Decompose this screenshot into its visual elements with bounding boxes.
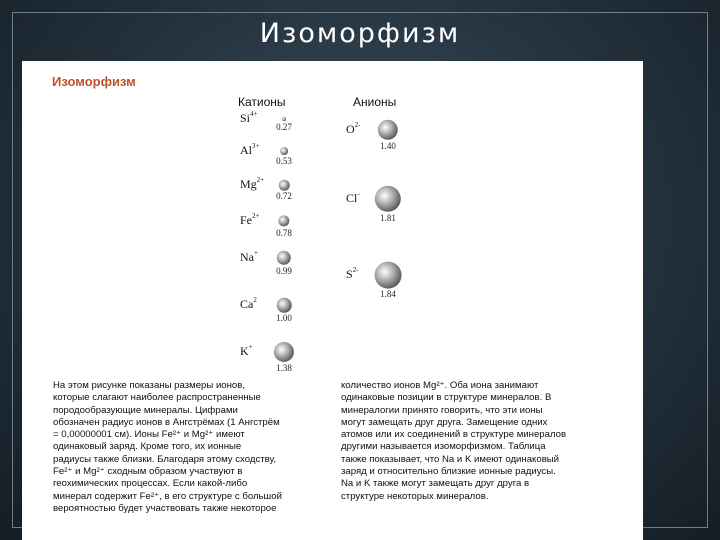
anion-ball — [375, 262, 402, 289]
anion-ball — [378, 120, 398, 140]
anion-radius-label: 1.84 — [380, 289, 396, 300]
cation-radius-label: 1.38 — [276, 363, 292, 374]
cation-ball — [278, 215, 289, 226]
cation-radius-label: 0.99 — [276, 266, 292, 277]
cation-symbol: $Al^{3+}$ — [240, 142, 260, 157]
body-text-left: На этом рисунке показаны размеры ионов, которые слагают наиболее распространенные породообразующие минералы. Цифрами обозначен радиус ионов в Ангстрёмах (1 Ангстрём = 0,00000001 см). Ионы Fe²⁺ и Mg²⁺ имеют одинаковый заряд. Кроме того, их ионные радиусы также близки. Благодаря этому сходству, Fe²⁺ и Mg²⁺ сходным образом участвуют в геохимических процессах. Если какой-либо минерал содержит Fe²⁺, в его структуре с большой вероятностью будет участвовать также некоторое — [53, 380, 282, 514]
cation-ball — [282, 117, 286, 121]
cation-ball — [277, 298, 292, 313]
cation-symbol: $Mg^{2+}$ — [240, 176, 265, 191]
cation-symbol: Ca$^2$ — [240, 296, 257, 311]
cation-ball — [280, 147, 288, 155]
cation-symbol: K+ — [240, 343, 253, 358]
body-text-right: количество ионов Mg²⁺. Оба иона занимают одинаковые позиции в структуре минералов. В минералогии принято говорить, что эти ионы могут замещать друг друга. Замещение одних атомов или их соединений в структуре минералов другими называется изоморфизмом. Таблица также показывает, что Na и K имеют одинаковый заряд и относительно близкие ионные радиусы. Na и K также могут замещать друг друга в структуре некоторых минералов. — [341, 380, 567, 502]
cation-radius-label: 1.00 — [276, 313, 292, 324]
cation-ball — [279, 180, 290, 191]
anion-radius-label: 1.40 — [380, 141, 396, 152]
cations-header: Катионы — [238, 95, 286, 109]
anion-symbol: $S^{2-}$ — [346, 266, 359, 281]
cation-radius-label: 0.27 — [276, 121, 292, 132]
cation-symbol: $Fe^{2+}$ — [240, 212, 260, 227]
figure-heading: Изоморфизм — [52, 74, 136, 89]
cation-symbol: $Si^{4+}$ — [240, 110, 258, 125]
anion-ball — [375, 186, 401, 212]
anion-symbol: Cl- — [346, 190, 360, 205]
cation-ball — [277, 251, 291, 265]
cation-radius-label: 0.53 — [276, 155, 292, 166]
anion-symbol: $O^{2-}$ — [346, 121, 361, 136]
slide-title: Изоморфизм — [259, 18, 461, 49]
cation-ball — [274, 342, 294, 362]
anions-header: Анионы — [353, 95, 397, 109]
cation-symbol: Na+ — [240, 249, 258, 264]
cation-radius-label: 0.72 — [276, 191, 292, 202]
figure-panel — [22, 61, 643, 540]
anion-radius-label: 1.81 — [380, 213, 396, 224]
cation-radius-label: 0.78 — [276, 227, 292, 238]
